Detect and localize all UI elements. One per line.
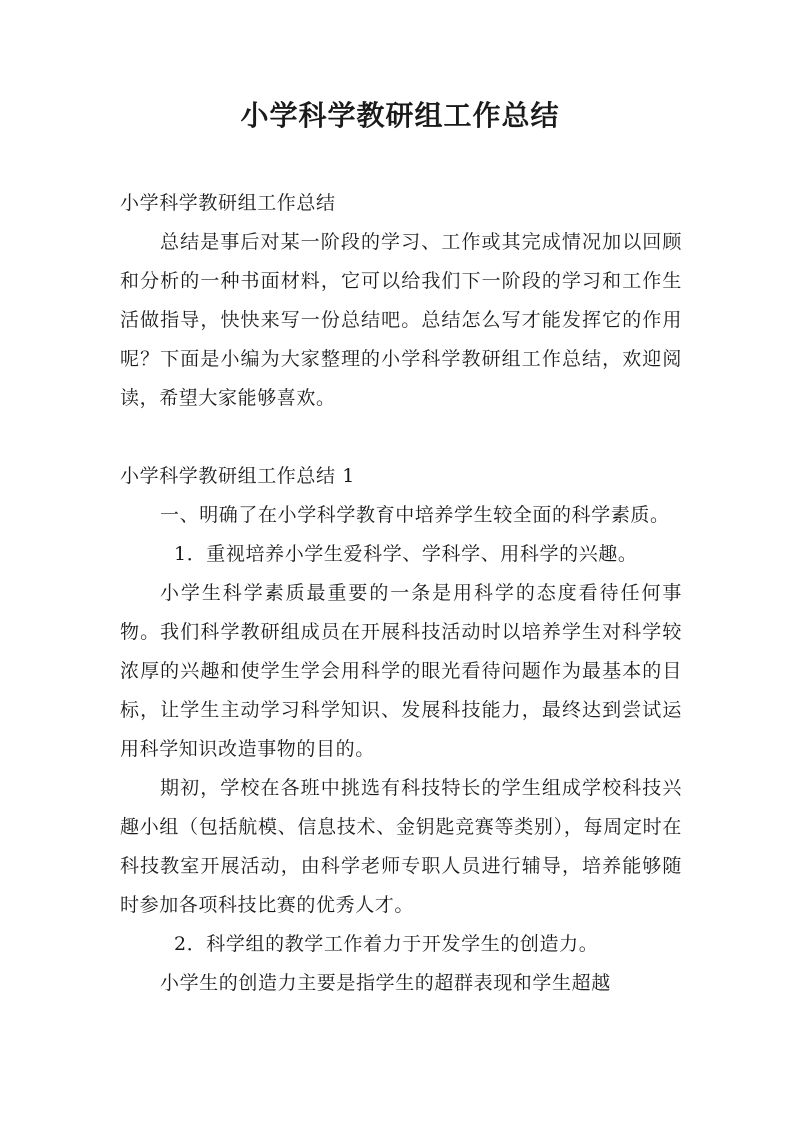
document-subtitle: 小学科学教研组工作总结 — [120, 192, 336, 214]
body-paragraph: 小学生科学素质最重要的一条是用科学的态度看待任何事物。我们科学教研组成员在开展科技活动时以培养学生对科学较浓厚的兴趣和使学生学会用科学的眼光看待问题作为最基本的目标，让学生主动学习科学知识、发展科技能力，最终达到尝试运用科学知识改造事物的目的。 — [120, 582, 682, 760]
intro-paragraph: 总结是事后对某一阶段的学习、工作或其完成情况加以回顾和分析的一种书面材料，它可以给我们下一阶段的学习和工作生活做指导，快快来写一份总结吧。总结怎么写才能发挥它的作用呢？下面是小编为大家整理的小学科学教研组工作总结，欢迎阅读，希望大家能够喜欢。 — [120, 231, 682, 409]
body-paragraph: 小学生的创造力主要是指学生的超群表现和学生超越 — [160, 972, 611, 994]
paragraph-gap — [120, 418, 682, 457]
document-title: 小学科学教研组工作总结 — [240, 99, 560, 132]
body-paragraph: 期初，学校在各班中挑选有科技特长的学生组成学校科技兴趣小组（包括航模、信息技术、金钥匙竞赛等类别），每周定时在科技教室开展活动，由科学老师专职人员进行辅导，培养能够随时参加各项科技比赛的优秀人才。 — [120, 777, 682, 916]
numbered-point: 1．重视培养小学生爱科学、学科学、用科学的兴趣。 — [174, 543, 638, 565]
body-paragraph: 一、明确了在小学科学教育中培养学生较全面的科学素质。 — [160, 504, 670, 526]
numbered-point: 2．科学组的教学工作着力于开发学生的创造力。 — [174, 933, 599, 955]
document-body — [120, 184, 682, 1003]
section-heading: 小学科学教研组工作总结 1 — [120, 465, 355, 487]
